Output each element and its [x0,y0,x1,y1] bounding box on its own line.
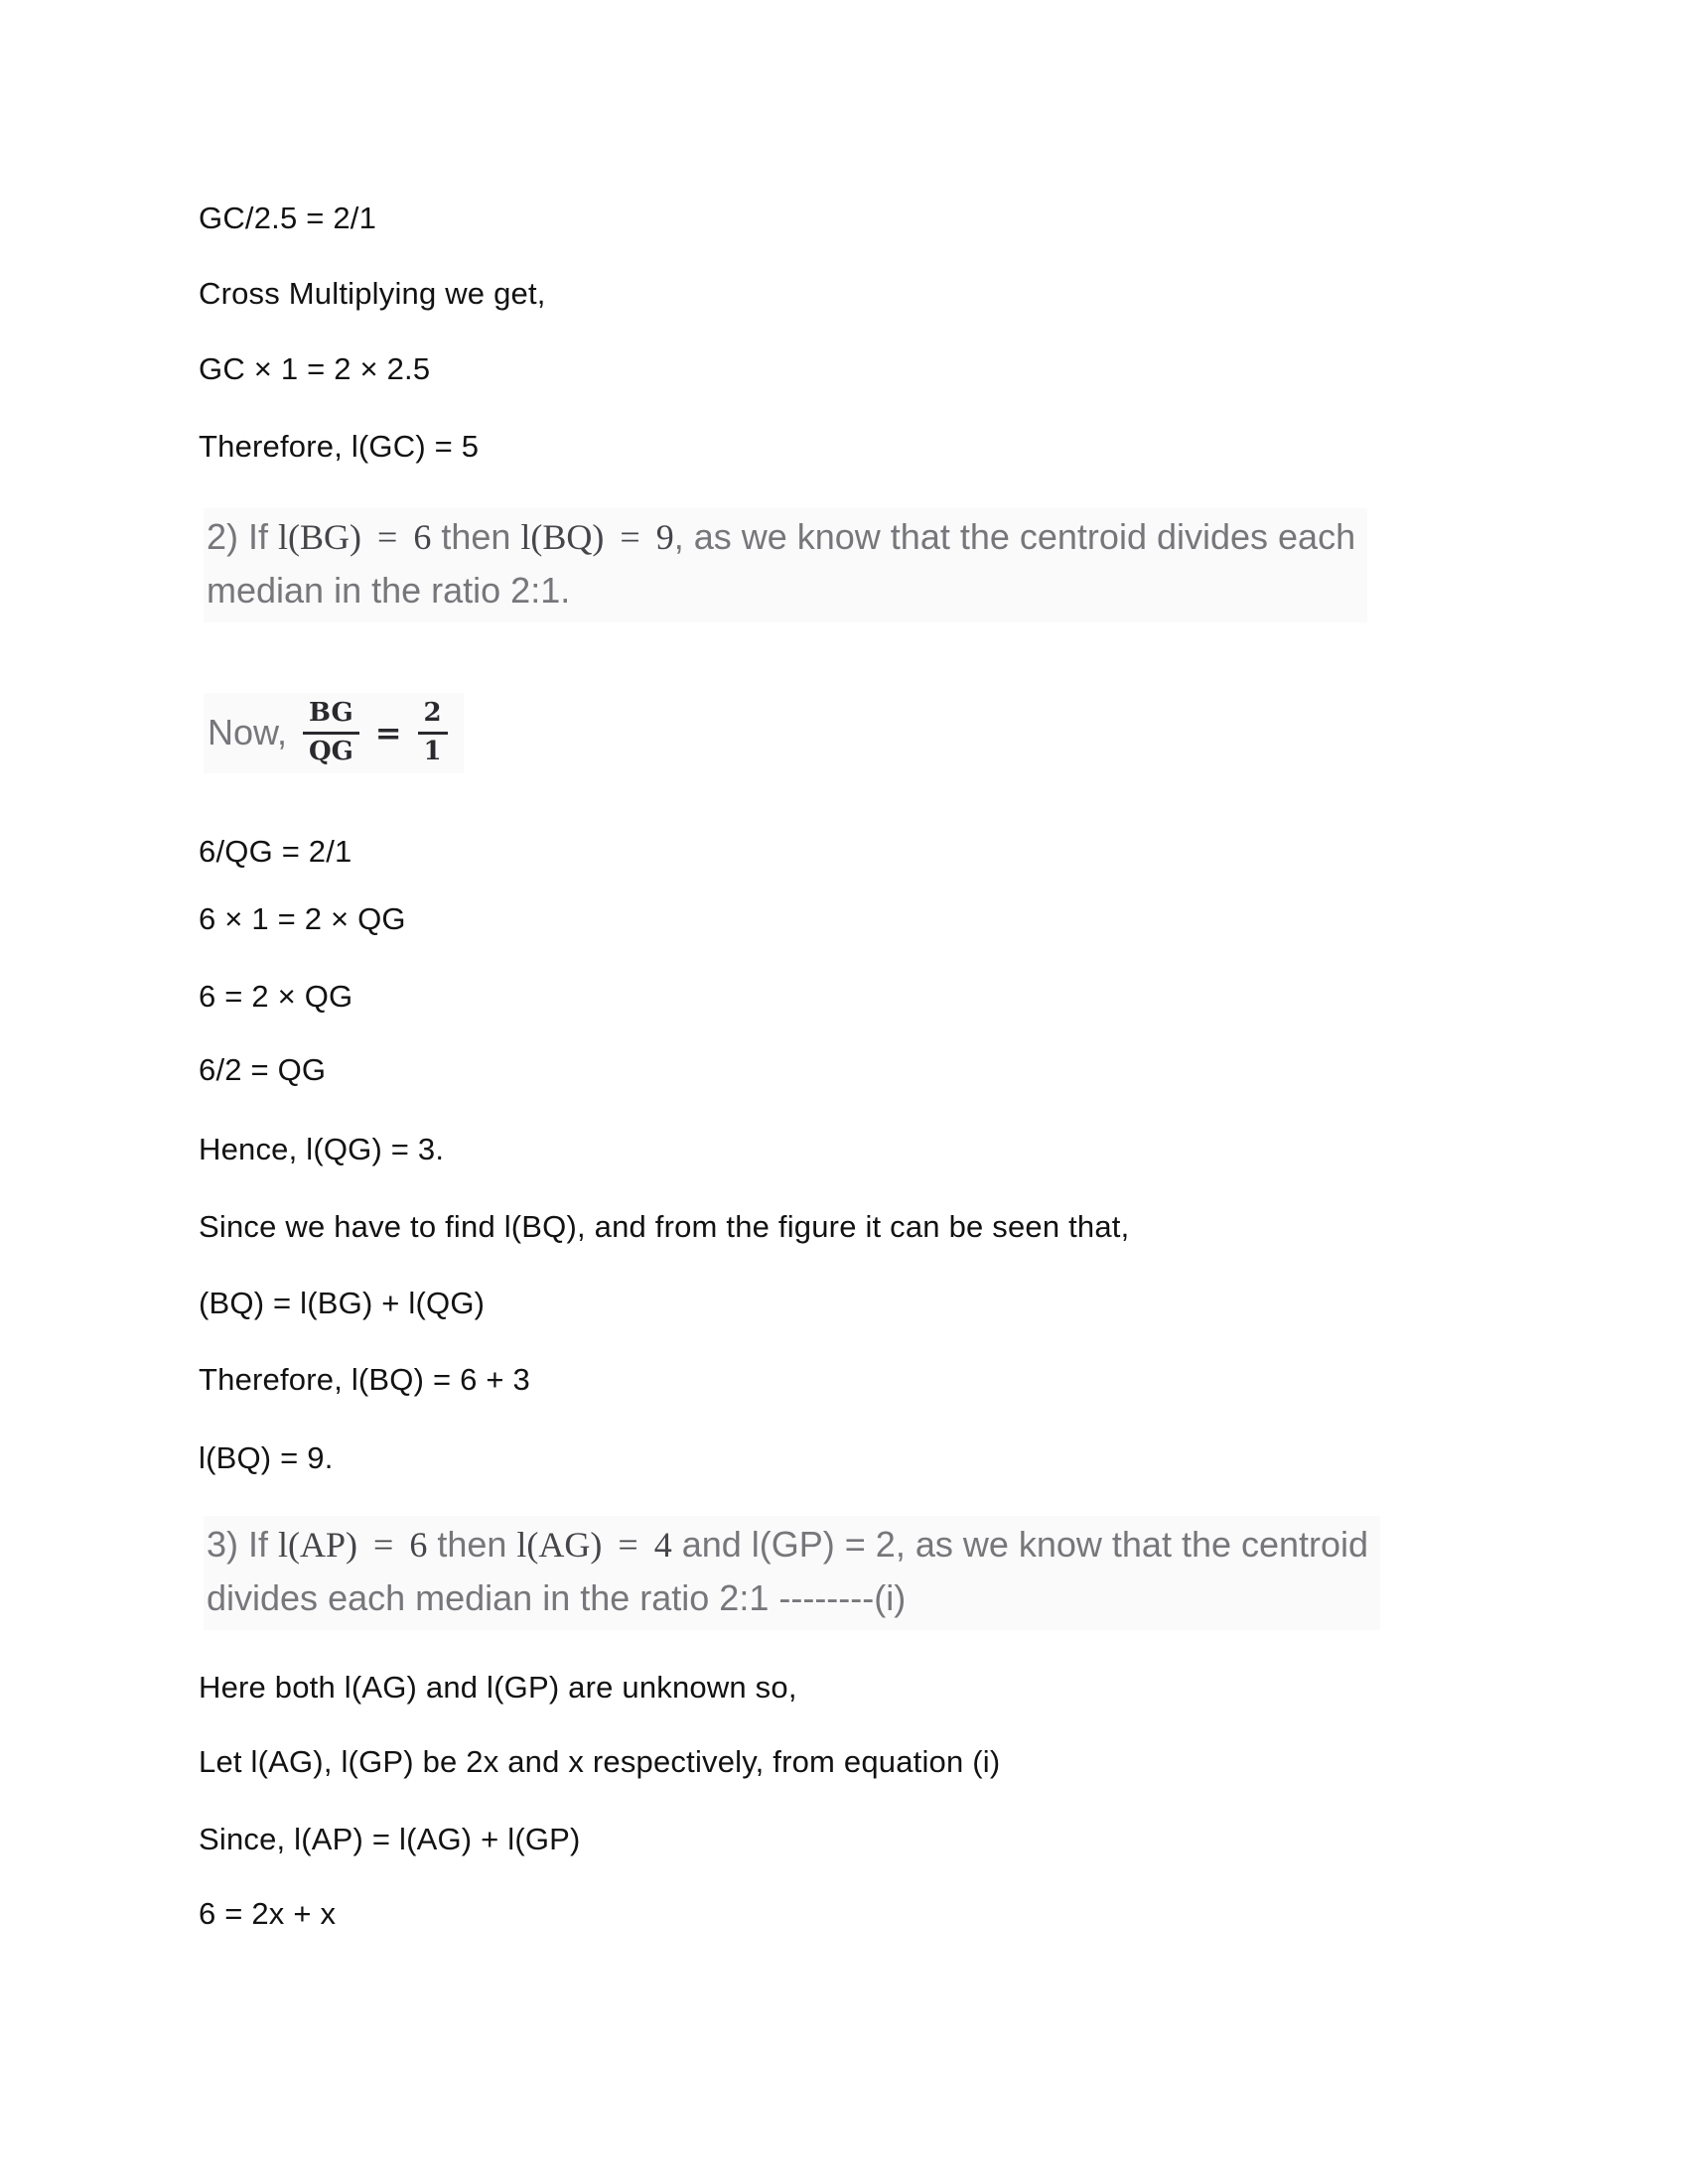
text-line-bq-sum-values: Therefore, l(BQ) = 6 + 3 [199,1362,530,1397]
math-term-lap: l(AP) = 6 [278,1525,428,1565]
text-line-qg-ratio: 6/QG = 2/1 [199,834,352,869]
equals-sign: = [374,714,402,752]
math-term-lag: l(AG) = 4 [516,1525,672,1565]
text-line-find-bq: Since we have to find l(BQ), and from the figure it can be seen that, [199,1209,1130,1244]
now-equation-row [204,693,464,773]
text-line-let-2x-x: Let l(AG), l(GP) be 2x and x respectively, from equation (i) [199,1744,1001,1779]
now-label: Now, [208,712,288,753]
problem-3-line-1 [207,1518,1368,1571]
text-line-qg-product: 6 × 1 = 2 × QG [199,901,406,936]
math-term-lbg: l(BG) = 6 [278,517,432,557]
problem-3-and: and [671,1524,752,1565]
text-line-cross-multiply: Cross Multiplying we get, [199,276,546,311]
problem-3-then: then [427,1524,517,1565]
text-line-qg-divide: 6/2 = QG [199,1052,327,1087]
text-line-ap-sum-formula: Since, l(AP) = l(AG) + l(GP) [199,1822,581,1856]
text-line-qg-simplify: 6 = 2 × QG [199,979,353,1014]
problem-2-tail: , as we know that the centroid divides each [673,516,1356,557]
text-line-bq-sum-formula: (BQ) = l(BG) + l(QG) [199,1286,486,1320]
fraction-numerator-bg: BG [303,699,359,735]
text-line-gc-result: Therefore, l(GC) = 5 [199,429,480,464]
math-term-lbq: l(BQ) = 9 [520,517,674,557]
fraction-2-1 [418,699,448,767]
problem-3-tail: l(GP) = 2, as we know that the centroid [751,1524,1369,1565]
text-line-gc-ratio: GC/2.5 = 2/1 [199,201,377,235]
text-line-both-unknown: Here both l(AG) and l(GP) are unknown so, [199,1670,797,1705]
text-line-bq-result: l(BQ) = 9. [199,1440,334,1475]
fraction-denominator-1: 1 [423,736,442,766]
text-line-gc-product: GC × 1 = 2 × 2.5 [199,351,431,386]
problem-3-line-2: divides each median in the ratio 2:1 --------(i) [207,1577,907,1618]
text-line-6-equals-3x: 6 = 2x + x [199,1896,337,1931]
problem-3-prefix: 3) If [207,1524,279,1565]
fraction-numerator-2: 2 [418,699,448,735]
problem-2-then: then [431,516,521,557]
problem-2-statement [204,508,1367,622]
problem-2-line-1 [207,510,1355,564]
problem-3-statement [204,1516,1380,1630]
fraction-denominator-qg: QG [308,736,353,766]
problem-2-prefix: 2) If [207,516,279,557]
text-line-qg-result: Hence, l(QG) = 3. [199,1132,445,1166]
problem-2-line-2: median in the ratio 2:1. [207,570,571,611]
fraction-bg-qg [303,699,359,767]
